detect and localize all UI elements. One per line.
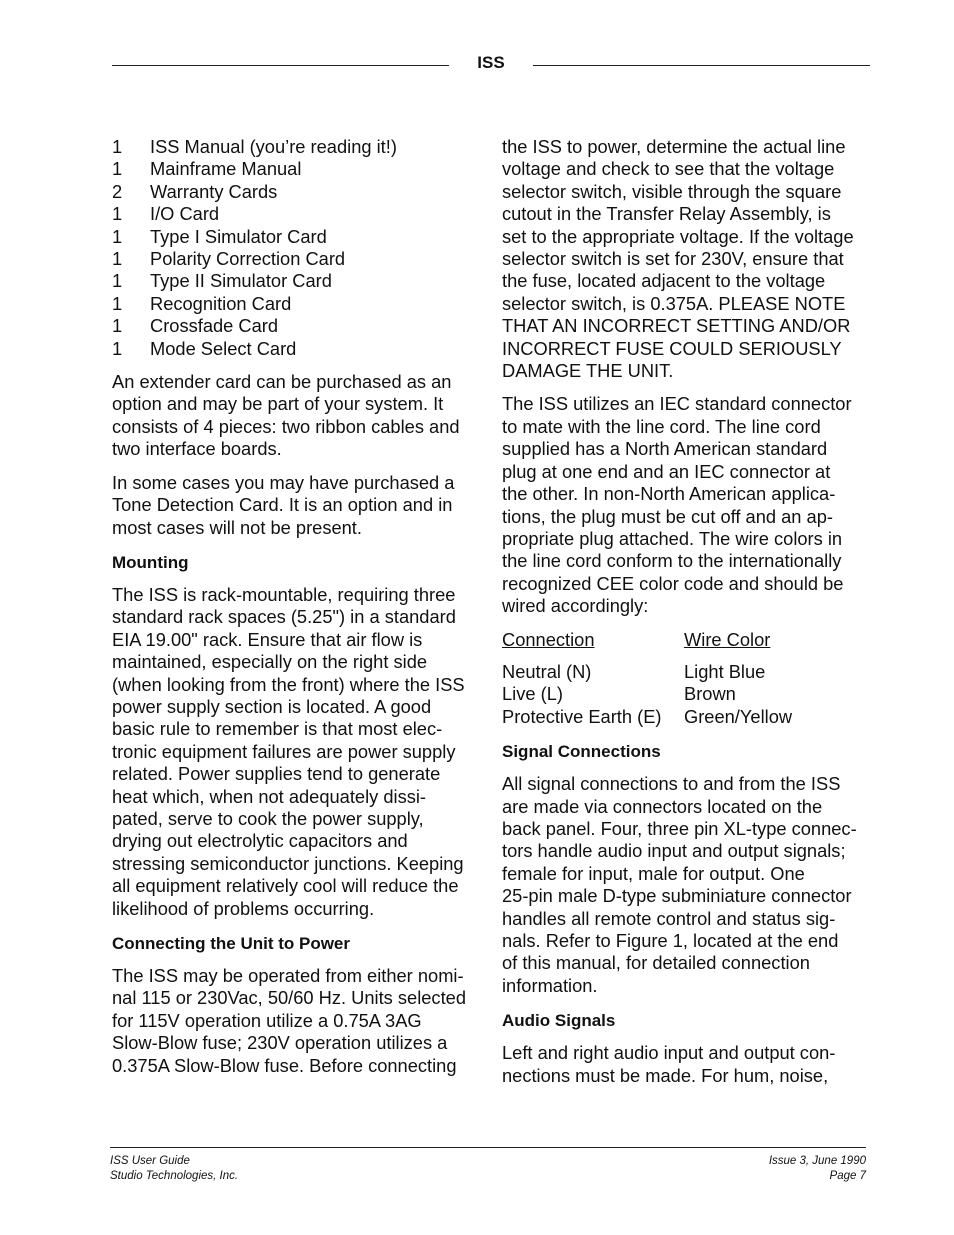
header-rule-left (112, 65, 449, 66)
mounting-paragraph: The ISS is rack-mountable, requiring three standard rack spaces (5.25") in a standard EIA 19.00" rack. Ensure that air flow is maintained, especially on the right side (when looking from the front) where the ISS power supply section is located. A good basic rule to remember is that most elec- tronic equipment failures are power supply related. Power supplies tend to generate heat which, when not adequately dissi- pated, serve to cook the power supply, drying out electrolytic capacitors and stressing semiconductor junctions. Keeping all equipment relatively cool will reduce the likelihood of problems occurring. (112, 583, 465, 919)
item-name: I/O Card (150, 203, 220, 225)
connection-cell: Protective Earth (E) (502, 705, 662, 727)
audio-signals-paragraph: Left and right audio input and output con- nections must be made. For hum, noise, (502, 1042, 836, 1086)
footer-issue-date: Issue 3, June 1990 (768, 1155, 866, 1167)
wire-color-cell: Green/Yellow (684, 705, 793, 727)
parts-list-item (112, 158, 480, 180)
item-name: Warranty Cards (150, 180, 278, 202)
footer-page-number: Page 7 (829, 1170, 866, 1182)
iec-connector-paragraph: The ISS utilizes an IEC standard connector to mate with the line cord. The line cord supplied has a North American standard plug at one end and an IEC connector at the other. In non-North American applica- tions, the plug must be cut off and an ap- propriate plug attached. The wire colors in the line cord conform to the internationally recognized CEE color code and should be wired accordingly: (502, 393, 852, 617)
footer-rule (110, 1147, 866, 1148)
item-quantity: 1 (112, 292, 123, 314)
header-title: ISS (477, 53, 505, 72)
item-quantity: 1 (112, 337, 123, 359)
item-quantity: 1 (112, 136, 123, 157)
mounting-heading: Mounting (112, 552, 189, 572)
item-name: Type II Simulator Card (150, 270, 332, 292)
parts-list-item (112, 293, 480, 315)
power-continued-paragraph: the ISS to power, determine the actual line voltage and check to see that the voltage selector switch, visible through the square cutout in the Transfer Relay Assembly, is set to the appropriate voltage. If the voltage selector switch is set for 230V, ensure that the fuse, located adjacent to the voltage selector switch, is 0.375A. PLEASE NOTE THAT AN INCORRECT SETTING AND/OR INCORRECT FUSE COULD SERIOUSLY DAMAGE THE UNIT. (502, 136, 854, 382)
footer-company: Studio Technologies, Inc. (110, 1170, 239, 1182)
connection-cell: Neutral (N) (502, 660, 592, 682)
page-footer (110, 1147, 866, 1184)
signal-connections-heading: Signal Connections (502, 742, 661, 762)
item-quantity: 2 (112, 180, 123, 202)
audio-signals-heading: Audio Signals (502, 1011, 616, 1031)
parts-list-item (112, 248, 480, 270)
item-quantity: 1 (112, 158, 123, 180)
item-quantity: 1 (112, 315, 123, 337)
item-name: ISS Manual (you’re reading it!) (150, 136, 397, 157)
item-name: Polarity Correction Card (150, 248, 346, 270)
header-rule-right (533, 65, 870, 66)
right-column (502, 136, 870, 1098)
parts-list-item (112, 136, 480, 158)
wire-table-header (502, 629, 870, 651)
item-quantity: 1 (112, 203, 123, 225)
item-quantity: 1 (112, 270, 123, 292)
item-name: Mainframe Manual (150, 158, 302, 180)
wire-color-cell: Light Blue (684, 660, 766, 682)
footer-document-title: ISS User Guide (110, 1155, 190, 1167)
item-name: Recognition Card (150, 292, 292, 314)
power-heading: Connecting the Unit to Power (112, 934, 350, 953)
parts-list-item (112, 181, 480, 203)
connection-header: Connection (502, 628, 595, 650)
item-quantity: 1 (112, 225, 123, 247)
parts-list (112, 136, 480, 360)
parts-list-item (112, 270, 480, 292)
connection-cell: Live (L) (502, 683, 563, 705)
parts-list-item (112, 226, 480, 248)
parts-list-item (112, 315, 480, 337)
parts-list-item (112, 203, 480, 225)
wire-table-row (502, 661, 870, 683)
wire-table-row (502, 683, 870, 705)
wire-color-header: Wire Color (684, 628, 771, 650)
item-name: Crossfade Card (150, 315, 279, 337)
item-name: Type I Simulator Card (150, 225, 327, 247)
page-header (112, 52, 870, 76)
tone-detection-paragraph: In some cases you may have purchased a Tone Detection Card. It is an option and in most cases will not be present. (112, 471, 455, 538)
signal-connections-paragraph: All signal connections to and from the ISS are made via connectors located on the back panel. Four, three pin XL-type connec- tors handle audio input and output signals; female for input, male for output. One 25-pin male D-type subminiature connector handles all remote control and status sig- nals. Refer to Figure 1, located at the end of this manual, for detailed connection information. (502, 773, 857, 996)
wire-color-cell: Brown (684, 683, 736, 705)
parts-list-item (112, 338, 480, 360)
wire-color-table (502, 629, 870, 729)
item-quantity: 1 (112, 248, 123, 270)
wire-table-row (502, 706, 870, 728)
item-name: Mode Select Card (150, 337, 297, 359)
left-column (112, 136, 480, 1088)
power-paragraph: The ISS may be operated from either nomi- nal 115 or 230Vac, 50/60 Hz. Units selected for 115V operation utilize a 0.75A 3AG Slow-Blow fuse; 230V operation utilizes a 0.375A Slow-Blow fuse. Before connecting (112, 965, 466, 1076)
extender-paragraph: An extender card can be purchased as an option and may be part of your system. It consists of 4 pieces: two ribbon cables and two interface boards. (112, 371, 460, 460)
